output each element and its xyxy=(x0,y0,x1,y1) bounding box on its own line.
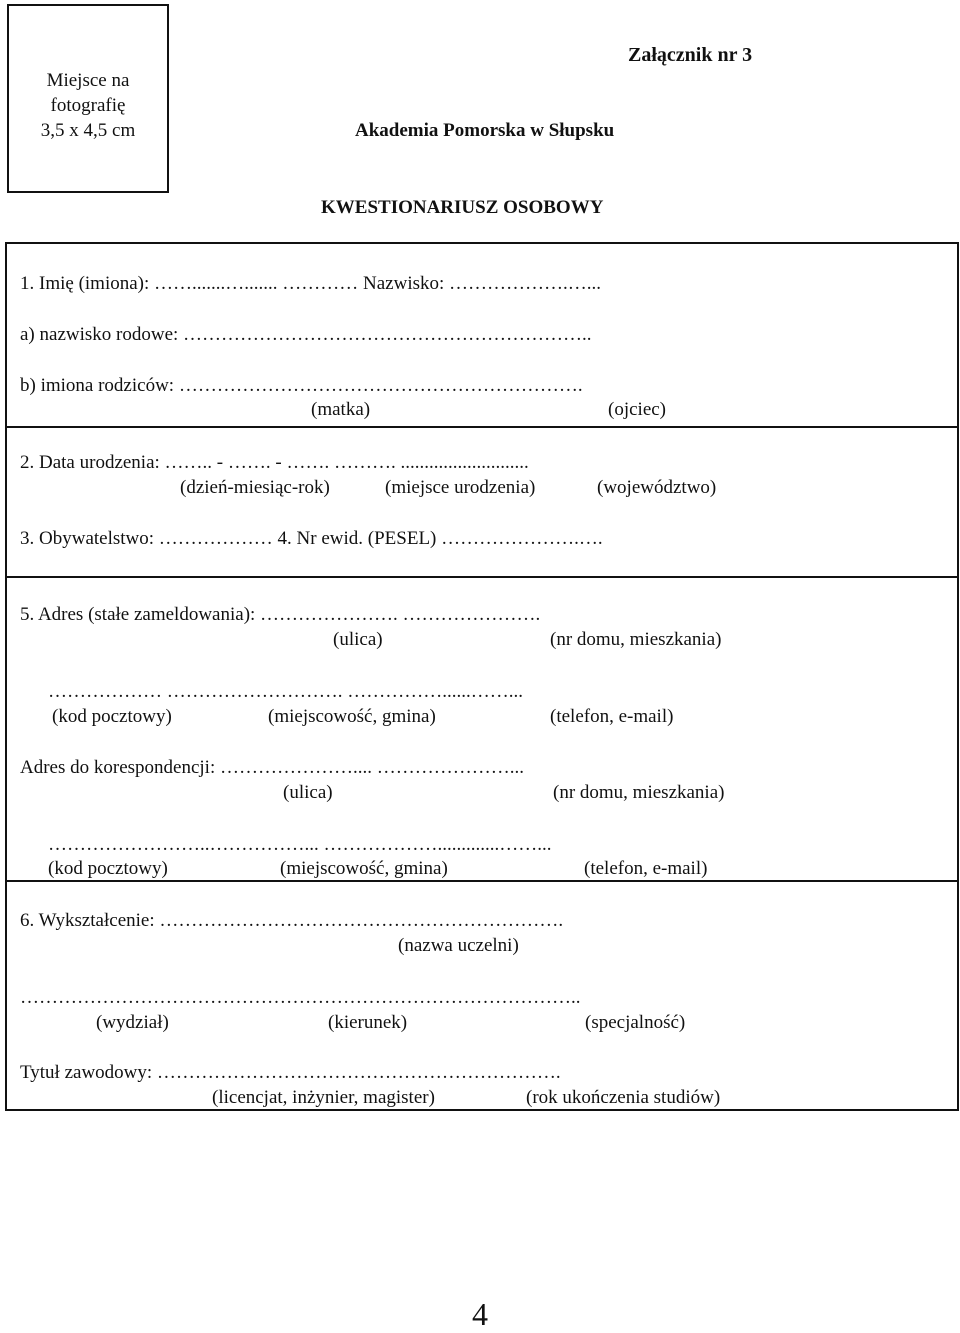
hint-field-of-study: (kierunek) xyxy=(328,1012,408,1033)
permanent-address-field[interactable]: 5. Adres (stałe zameldowania): …………………. …………………. xyxy=(20,604,541,625)
education-field[interactable]: 6. Wykształcenie: ………………………………………………………. xyxy=(20,910,564,931)
parents-names-field[interactable]: b) imiona rodziców: ………………………………………………………. xyxy=(20,375,583,396)
hint-street: (ulica) xyxy=(333,629,383,650)
hint-mother: (matka) xyxy=(311,399,371,420)
corr-hint-street: (ulica) xyxy=(283,782,333,803)
corr-hint-house-number: (nr domu, mieszkania) xyxy=(553,782,725,803)
corr-hint-postcode: (kod pocztowy) xyxy=(48,858,168,879)
hint-father: (ojciec) xyxy=(608,399,667,420)
professional-title-field[interactable]: Tytuł zawodowy: ………………………………………………………. xyxy=(20,1062,561,1083)
hint-university: (nazwa uczelni) xyxy=(398,935,519,956)
photo-label-line3: 3,5 x 4,5 cm xyxy=(40,120,136,141)
page-number: 4 xyxy=(472,1296,488,1332)
divider-2 xyxy=(5,880,959,882)
citizenship-pesel-field[interactable]: 3. Obywatelstwo: ……………… 4. Nr ewid. (PESEL) ………………….…. xyxy=(20,528,603,549)
hint-specialty: (specjalność) xyxy=(585,1012,686,1033)
corr-hint-phone: (telefon, e-mail) xyxy=(584,858,708,879)
photo-label-line2: fotografię xyxy=(50,95,126,116)
correspondence-address-line2[interactable]: ……………………..……………... ……………….............……... xyxy=(48,834,552,855)
photo-placeholder-box xyxy=(7,4,169,193)
hint-house-number: (nr domu, mieszkania) xyxy=(550,629,722,650)
hint-degree: (licencjat, inżynier, magister) xyxy=(212,1087,435,1108)
hint-graduation-year: (rok ukończenia studiów) xyxy=(526,1087,721,1108)
divider-1 xyxy=(5,426,959,428)
photo-placeholder-text xyxy=(9,68,167,143)
photo-label-line1: Miejsce na xyxy=(46,70,130,91)
form-title: KWESTIONARIUSZ OSOBOWY xyxy=(321,197,604,218)
education-field-line2[interactable]: …………………………………………………………………………….. xyxy=(20,987,581,1008)
hint-voivodeship: (województwo) xyxy=(597,477,717,498)
birth-data-field[interactable]: 2. Data urodzenia: …….. - ……. - ……. ………. ........................... xyxy=(20,452,529,473)
name-field[interactable]: 1. Imię (imiona): …….......…....... ………… Nazwisko: ……………….…... xyxy=(20,273,602,294)
corr-hint-city: (miejscowość, gmina) xyxy=(280,858,448,879)
correspondence-address-field[interactable]: Adres do korespondencji: ………………….... …………………... xyxy=(20,757,524,778)
hint-city: (miejscowość, gmina) xyxy=(268,706,436,727)
annex-label: Załącznik nr 3 xyxy=(628,44,753,66)
maiden-name-field[interactable]: a) nazwisko rodowe: ……………………………………………………….. xyxy=(20,324,592,345)
institution-name: Akademia Pomorska w Słupsku xyxy=(355,120,615,141)
hint-postcode: (kod pocztowy) xyxy=(52,706,172,727)
hint-phone: (telefon, e-mail) xyxy=(550,706,674,727)
hint-faculty: (wydział) xyxy=(96,1012,169,1033)
permanent-address-line2[interactable]: ……………… ………………………. ……………......……... xyxy=(48,681,523,702)
hint-birth-date: (dzień-miesiąc-rok) xyxy=(180,477,330,498)
hint-birth-place: (miejsce urodzenia) xyxy=(385,477,536,498)
